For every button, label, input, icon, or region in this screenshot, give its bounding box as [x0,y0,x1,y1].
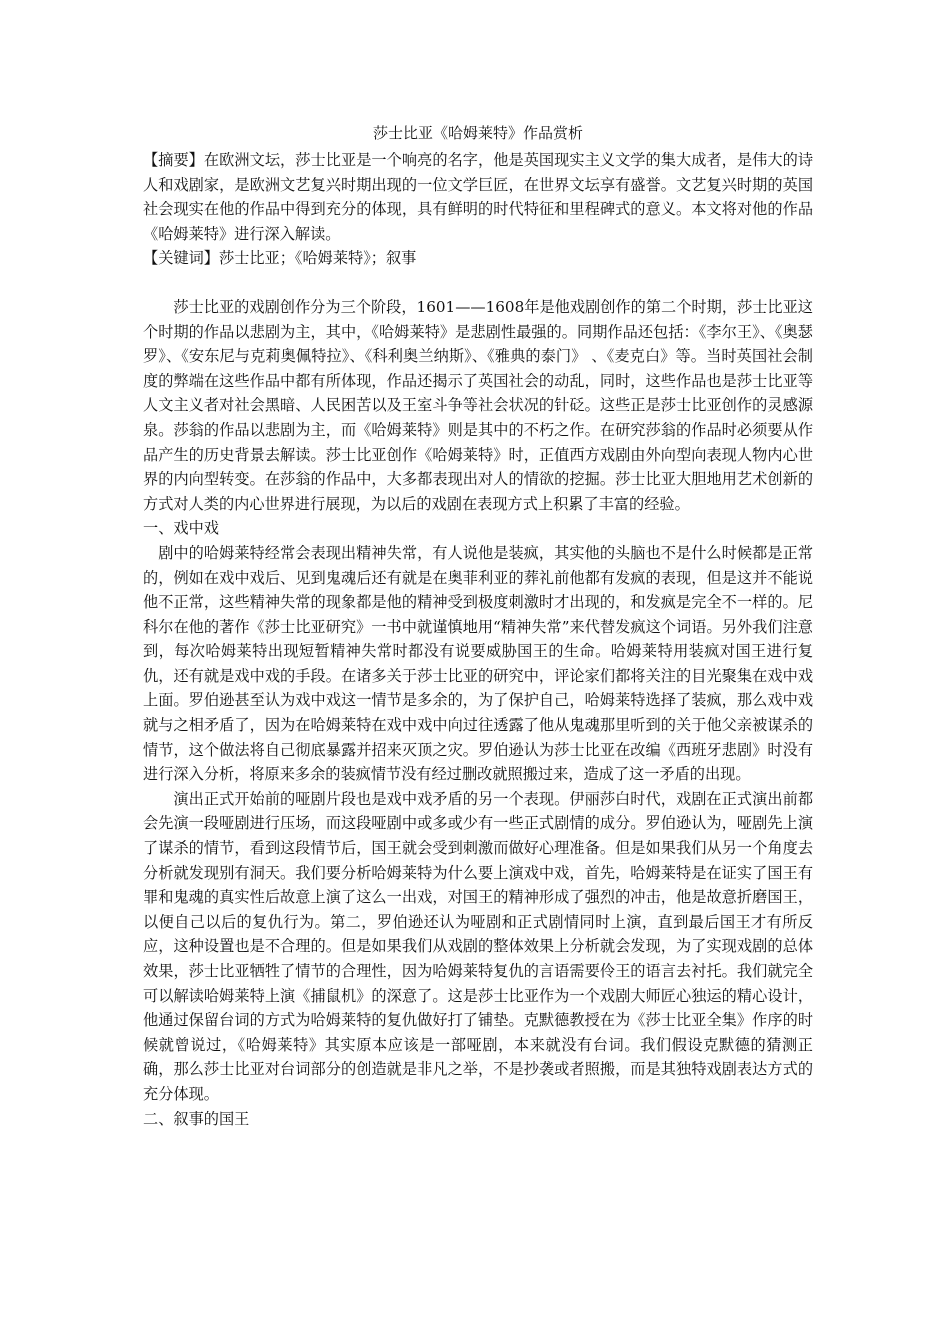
intro-paragraph: 莎士比亚的戏剧创作分为三个阶段，1601——1608年是他戏剧创作的第二个时期，莎士比亚这个时期的作品以悲剧为主，其中，《哈姆莱特》是悲剧性最强的。同期作品还包括：《李尔王》、《奥瑟罗》、《安东尼与克莉奥佩特拉》、《科利奥兰纳斯》、《雅典的泰门》 、《麦克白》等。当时英国社会制度的弊端在这些作品中都有所体现，作品还揭示了英国社会的动乱，同时，这些作品也是莎士比亚等人文主义者对社会黑暗、人民困苦以及王室斗争等社会状况的针砭。这些正是莎士比亚创作的灵感源泉。莎翁的作品以悲剧为主，而《哈姆莱特》则是其中的不朽之作。在研究莎翁的作品时必须要从作品产生的历史背景去解读。莎士比亚创作《哈姆莱特》时，正值西方戏剧由外向型向表现人物内心世界的内向型转变。在莎翁的作品中，大多都表现出对人的情欲的挖掘。莎士比亚大胆地用艺术创新的方式对人类的内心世界进行展现，为以后的戏剧在表现方式上积累了丰富的经验。 [143,297,813,513]
blank-line [143,271,813,295]
section-heading-2: 二、叙事的国王 [143,1109,250,1128]
section-heading-1: 一、戏中戏 [143,519,219,538]
abstract-paragraph: 【摘要】在欧洲文坛，莎士比亚是一个响亮的名字，他是英国现实主义文学的集大成者，是伟大的诗人和戏剧家，是欧洲文艺复兴时期出现的一位文学巨匠，在世界文坛享有盛誉。文艺复兴时期的英国社会现实在他的作品中得到充分的体现，具有鲜明的时代特征和里程碑式的意义。本文将对他的作品《哈姆莱特》进行深入解读。 [143,151,813,243]
keywords-line: 【关键词】莎士比亚；《哈姆莱特》；叙事 [143,249,417,268]
document-page [143,120,813,1131]
section1-paragraph-1: 剧中的哈姆莱特经常会表现出精神失常，有人说他是装疯，其实他的头脑也不是什么时候都是正常的，例如在戏中戏后、见到鬼魂后还有就是在奥菲利亚的葬礼前他都有发疯的表现，但是这并不能说他不正常，这些精神失常的现象都是他的精神受到极度刺激时才出现的，和发疯是完全不一样的。尼科尔在他的著作《莎士比亚研究》一书中就谨慎地用“精神失常”来代替发疯这个词语。另外我们注意到，每次哈姆莱特出现短暂精神失常时都没有说要威胁国王的生命。哈姆莱特用装疯对国王进行复仇，还有就是戏中戏的手段。在诸多关于莎士比亚的研究中，评论家们都将关注的目光聚集在戏中戏上面。罗伯逊甚至认为戏中戏这一情节是多余的，为了保护自己，哈姆莱特选择了装疯，那么戏中戏就与之相矛盾了，因为在哈姆莱特在戏中戏中向过往透露了他从鬼魂那里听到的关于他父亲被谋杀的情节，这个做法将自己彻底暴露并招来灭顶之灾。罗伯逊认为莎士比亚在改编《西班牙悲剧》时没有进行深入分析，将原来多余的装疯情节没有经过删改就照搬过来，造成了这一矛盾的出现。 [143,543,813,784]
document-title: 莎士比亚《哈姆莱特》作品赏析 [372,124,583,142]
section1-paragraph-2: 演出正式开始前的哑剧片段也是戏中戏矛盾的另一个表现。伊丽莎白时代，戏剧在正式演出前都会先演一段哑剧进行压场，而这段哑剧中或多或少有一些正式剧情的成分。罗伯逊认为，哑剧先上演了谋杀的情节，看到这段情节后，国王就会受到刺激而做好心理准备。但是如果我们从另一个角度去分析就发现别有洞天。我们要分析哈姆莱特为什么要上演戏中戏，首先，哈姆莱特是在证实了国王有罪和鬼魂的真实性后故意上演了这么一出戏，对国王的精神形成了强烈的冲击，他是故意折磨国王，以便自己以后的复仇行为。第二，罗伯逊还认为哑剧和正式剧情同时上演，直到最后国王才有所反应，这种设置也是不合理的。但是如果我们从戏剧的整体效果上分析就会发现，为了实现戏剧的总体效果，莎士比亚牺牲了情节的合理性，因为哈姆莱特复仇的言语需要伶王的语言去衬托。我们就完全可以解读哈姆莱特上演《捕鼠机》的深意了。这是莎士比亚作为一个戏剧大师匠心独运的精心设计，他通过保留台词的方式为哈姆莱特的复仇做好打了铺垫。克默德教授在为《莎士比亚全集》作序的时候就曾说过，《哈姆莱特》其实原本应该是一部哑剧，本来就没有台词。我们假设克默德的猜测正确，那么莎士比亚对台词部分的创造就是非凡之举，不是抄袭或者照搬，而是其独特戏剧表达方式的充分体现。 [143,789,813,1103]
